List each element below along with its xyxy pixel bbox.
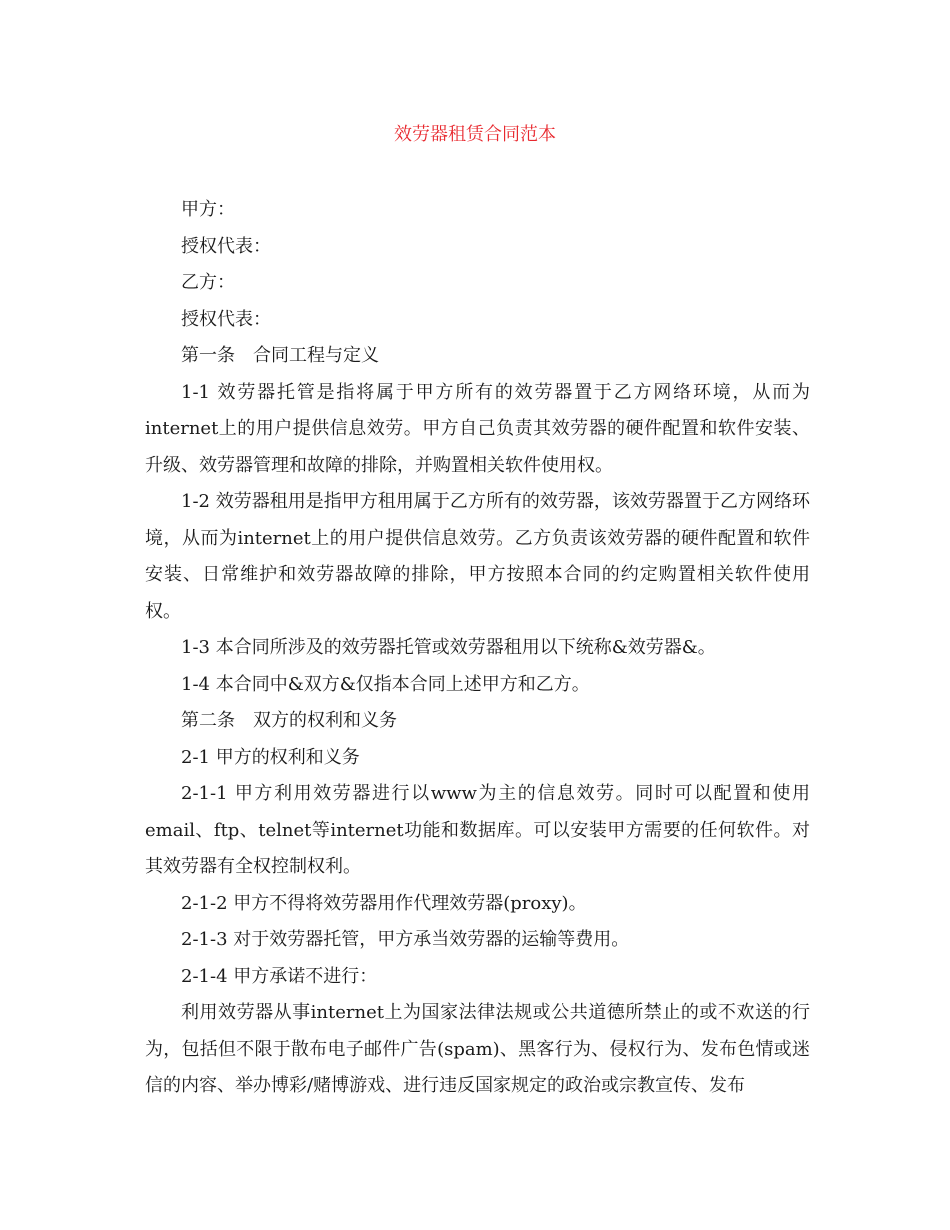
clause-2-1-4-text: 利用效劳器从事internet上为国家法律法规或公共道德所禁止的或不欢送的行为，包括但不限于散布电子邮件广告(spam)、黑客行为、侵权行为、发布色情或迷信的内容、举办博彩/赌博游戏、进行违反国家规定的政治或宗教宣传、发布 [145, 1002, 810, 1096]
clause-2-1-1: 2-1-1 甲方利用效劳器进行以www为主的信息效劳。同时可以配置和使用email、ftp、telnet等internet功能和数据库。可以安装甲方需要的任何软件。对其效劳器有全权控制权利。 [145, 783, 810, 877]
document-title: 效劳器租赁合同范本 [394, 124, 556, 145]
clause-1-1: 1-1 效劳器托管是指将属于甲方所有的效劳器置于乙方网络环境，从而为internet上的用户提供信息效劳。甲方自己负责其效劳器的硬件配置和软件安装、升级、效劳器管理和故障的排除，并购置相关软件使用权。 [145, 381, 810, 476]
party-a-representative-line: 授权代表： [181, 235, 271, 257]
clause-1-2: 1-2 效劳器租用是指甲方租用属于乙方所有的效劳器，该效劳器置于乙方网络环境，从而为internet上的用户提供信息效劳。乙方负责该效劳器的硬件配置和软件安装、日常维护和效劳器故障的排除，甲方按照本合同的约定购置相关软件使用权。 [145, 491, 810, 622]
clause-1-3: 1-3 本合同所涉及的效劳器托管或效劳器租用以下统称&效劳器&。 [181, 637, 716, 658]
party-b-representative-line: 授权代表： [181, 308, 271, 330]
document-body [145, 192, 810, 1105]
article-2-heading: 第二条 双方的权利和义务 [181, 710, 397, 731]
clause-1-4: 1-4 本合同中&双方&仅指本合同上述甲方和乙方。 [181, 673, 590, 695]
party-b-line: 乙方： [181, 272, 235, 293]
clause-2-1-4: 2-1-4 甲方承诺不进行： [181, 965, 378, 987]
clause-2-1: 2-1 甲方的权利和义务 [181, 746, 360, 768]
party-a-line: 甲方： [181, 199, 235, 220]
clause-2-1-3: 2-1-3 对于效劳器托管，甲方承当效劳器的运输等费用。 [181, 929, 630, 950]
article-1-heading: 第一条 合同工程与定义 [181, 345, 379, 366]
clause-2-1-2: 2-1-2 甲方不得将效劳器用作代理效劳器(proxy)。 [181, 892, 587, 914]
